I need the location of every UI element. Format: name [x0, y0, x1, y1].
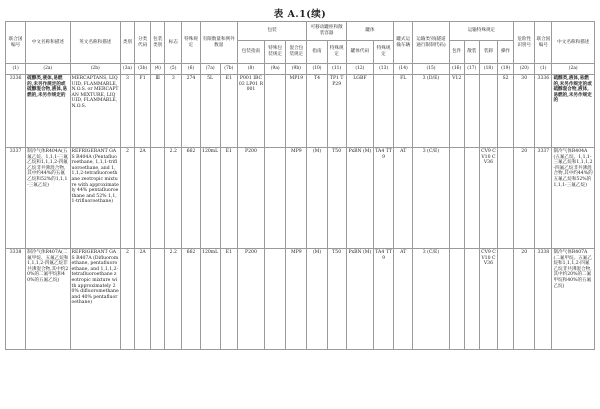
cell-cn-name-right: 硫醇类,液体,易燃的,未另作规定的或硫醇混合物,液体,易燃的,未另作规定的: [552, 75, 595, 148]
col-number: (9b): [286, 64, 307, 75]
header-class-code: 分类代码: [135, 22, 151, 64]
cell-ts-operation: [498, 249, 514, 350]
header-un-no-right: 联合国编号: [535, 22, 552, 64]
cell-un-no-right: 3338: [535, 249, 552, 350]
header-transport-category: 运输类别(隧道通行限制代码): [413, 22, 449, 64]
col-number: (7a): [200, 64, 220, 75]
header-hazard-id: 危险性识别号: [514, 22, 535, 64]
header-portable-tanks: 可移动罐柜和散装容器: [307, 22, 346, 41]
table-title: 表 A.1(续): [273, 9, 327, 20]
cell-special-provisions: 274: [182, 75, 200, 148]
col-number: (19): [498, 64, 514, 75]
cell-ts-packages: V12: [449, 75, 464, 148]
cell-ts-packages: [449, 148, 464, 249]
cell-ts-loading: CV9 CV10 CV36: [479, 148, 497, 249]
cell-un-no-right: 3336: [535, 75, 552, 148]
cell-special-packing: [265, 75, 286, 148]
cell-pt-instructions: T4: [307, 75, 327, 148]
header-pt-instructions: 指南: [307, 41, 327, 64]
cell-vehicle: AT: [394, 249, 413, 350]
cell-mixed-packing: MP19: [286, 75, 307, 148]
header-un-no: 联合国编号: [6, 22, 26, 64]
dangerous-goods-table: [5, 21, 595, 350]
header-class: 类别: [120, 22, 134, 64]
col-number: (10): [307, 64, 327, 75]
header-transport-special: 运输特殊规定: [449, 22, 514, 41]
header-packing-group: 包装类别: [151, 22, 165, 64]
cell-limited-qty: 5L: [200, 75, 220, 148]
col-number: (16): [449, 64, 464, 75]
cell-excepted-qty: E1: [220, 249, 237, 350]
header-ts-operation: 操作: [498, 41, 514, 64]
header-limited-quantities: 有限数量和例外数量: [200, 22, 237, 64]
cell-cn-name-right: 制冷气体R404A(五氟乙烷、1,1,1-三氟乙烷和1,1,1,2-四氟乙烷非共沸混合物,其中约44%的五氟乙烷和52%的1,1,1-三氟乙烷): [552, 148, 595, 249]
cell-pt-instructions: (M): [307, 148, 327, 249]
cell-class: 2: [120, 249, 134, 350]
header-packing: 包装: [237, 22, 307, 41]
cell-packing-group: [151, 249, 165, 350]
col-number: (20): [514, 64, 535, 75]
cell-cn-name: 制冷气体R404A(五氟乙烷、1,1,1-三氟乙烷和1,1,1,2-四氟乙烷非共沸混合物,其中约44%的五氟乙烷和52%的1,1,1-三氟乙烷): [26, 148, 70, 249]
cell-en-name: MERCAPTANS, LIQUID, FLAMMABLE, N.O.S. or MERCAPTAN MIXTURE, LIQUID, FLAMMABLE, N.O.S.: [70, 75, 120, 148]
cell-transport-category: 3 (C/E): [413, 249, 449, 350]
col-number: (2a): [26, 64, 70, 75]
cell-mixed-packing: MP9: [286, 148, 307, 249]
header-tank-special: 特殊规定: [373, 41, 393, 64]
cell-ts-bulk: [464, 148, 479, 249]
header-ts-bulk: 散装: [464, 41, 479, 64]
cell-tank-code: LGBF: [346, 75, 373, 148]
cell-hazard-id: 30: [514, 75, 535, 148]
cell-un-no: 3337: [6, 148, 26, 249]
col-number: (6): [182, 64, 200, 75]
col-number: (3a): [120, 64, 134, 75]
col-number: (8): [237, 64, 264, 75]
cell-ts-operation: S2: [498, 75, 514, 148]
cell-ts-bulk: [464, 75, 479, 148]
col-number: (15): [413, 64, 449, 75]
col-number: (9a): [265, 64, 286, 75]
cell-un-no-right: 3337: [535, 148, 552, 249]
cell-class-code: F1: [135, 75, 151, 148]
cell-cn-name-right: 制冷气体R407A(二氟甲烷、五氟乙烷和1,1,1,2-四氟乙烷非共沸混合物,其中约20%的二氟甲烷和40%的五氟乙烷): [552, 249, 595, 350]
header-pt-special: 特殊规定: [327, 41, 346, 64]
cell-cn-name: 制冷气体R407A(二氟甲烷、五氟乙烷和1,1,1,2-四氟乙烷非共沸混合物,其中约20%的二氟甲烷和40%的五氟乙烷): [26, 249, 70, 350]
cell-en-name: REFRIGERANT GAS R407A (Difluoromethane, pentafluoroethane, and 1,1,1,2-tetrafluoroethane zeotropic mixture with approximately 20% difluoromethane and 40% pentafluoroethane): [70, 249, 120, 350]
cell-tank-special: TA4 TT9: [373, 249, 393, 350]
cell-ts-operation: [498, 148, 514, 249]
cell-tank-special: [373, 75, 393, 148]
cell-pt-special: T50: [327, 148, 346, 249]
col-number: (3b): [135, 64, 151, 75]
cell-hazard-id: 20: [514, 148, 535, 249]
col-number: (7b): [220, 64, 237, 75]
cell-class-code: 2A: [135, 148, 151, 249]
cell-special-packing: [265, 249, 286, 350]
cell-packing-instructions: P200: [237, 249, 264, 350]
cell-ts-loading: [479, 75, 497, 148]
cell-tank-code: PxBN (M): [346, 249, 373, 350]
header-packing-instructions: 包装指南: [237, 41, 264, 64]
col-number: (12): [346, 64, 373, 75]
table-row: [6, 75, 595, 148]
cell-limited-qty: 120mL: [200, 148, 220, 249]
header-vehicle: 罐式运输车辆: [394, 22, 413, 64]
cell-tank-code: PxBN (M): [346, 148, 373, 249]
header-cn-name-right: 中文名称和描述: [552, 22, 595, 64]
cell-packing-instructions: P001 IBC03 LP01 R001: [237, 75, 264, 148]
cell-class-code: 2A: [135, 249, 151, 350]
cell-vehicle: AT: [394, 148, 413, 249]
table-row: [6, 148, 595, 249]
cell-special-provisions: 662: [182, 249, 200, 350]
col-number: (17): [464, 64, 479, 75]
col-number: (14): [394, 64, 413, 75]
col-number: (18): [479, 64, 497, 75]
header-tanks: 罐体: [346, 22, 393, 41]
cell-excepted-qty: E1: [220, 148, 237, 249]
cell-labels: 2.2: [165, 148, 182, 249]
header-ts-packages: 包件: [449, 41, 464, 64]
header-labels: 标志: [165, 22, 182, 64]
cell-excepted-qty: E1: [220, 75, 237, 148]
cell-ts-packages: [449, 249, 464, 350]
cell-special-packing: [265, 148, 286, 249]
cell-cn-name: 硫醇类,液体,易燃的,未另作规定的或硫醇混合物,液体,易燃的,未另作规定的: [26, 75, 70, 148]
cell-limited-qty: 120mL: [200, 249, 220, 350]
cell-mixed-packing: MP9: [286, 249, 307, 350]
col-number: (1): [6, 64, 26, 75]
col-number: (2a): [552, 64, 595, 75]
cell-ts-loading: CV9 CV10 CV36: [479, 249, 497, 350]
header-special-provisions: 特殊规定: [182, 22, 200, 64]
cell-transport-category: 3 (C/E): [413, 148, 449, 249]
cell-un-no: 3336: [6, 75, 26, 148]
cell-pt-special: T50: [327, 249, 346, 350]
cell-labels: 2.2: [165, 249, 182, 350]
cell-un-no: 3338: [6, 249, 26, 350]
col-number: (5): [165, 64, 182, 75]
cell-ts-bulk: [464, 249, 479, 350]
col-number: (1): [535, 64, 552, 75]
header-mixed-packing: 混合包装规定: [286, 41, 307, 64]
col-number: (2b): [70, 64, 120, 75]
cell-class: 3: [120, 75, 134, 148]
header-tank-code: 罐体代码: [346, 41, 373, 64]
cell-hazard-id: 20: [514, 249, 535, 350]
header-ts-loading: 装卸: [479, 41, 497, 64]
header-en-name: 英文名称和描述: [70, 22, 120, 64]
header-special-packing: 特殊包装规定: [265, 41, 286, 64]
cell-labels: 3: [165, 75, 182, 148]
cell-pt-special: TP1 TP29: [327, 75, 346, 148]
col-number: (13): [373, 64, 393, 75]
cell-tank-special: TA4 TT9: [373, 148, 393, 249]
cell-en-name: REFRIGERANT GAS R404A (Pentafluoroethane, 1,1,1-trifluoroethane, and 1,1,1,2-tetrafluoroethane zeotropic mixture with approximately 44% pentafluoroethane and 52% 1,1,1-trifluoroethane): [70, 148, 120, 249]
col-number: (11): [327, 64, 346, 75]
col-number: (4): [151, 64, 165, 75]
cell-pt-instructions: (M): [307, 249, 327, 350]
header-cn-name: 中文名称和描述: [26, 22, 70, 64]
cell-transport-category: 3 (D/E): [413, 75, 449, 148]
cell-packing-group: [151, 148, 165, 249]
cell-class: 2: [120, 148, 134, 249]
table-row: [6, 249, 595, 350]
cell-vehicle: FL: [394, 75, 413, 148]
cell-packing-group: Ⅲ: [151, 75, 165, 148]
cell-packing-instructions: P200: [237, 148, 264, 249]
cell-special-provisions: 662: [182, 148, 200, 249]
